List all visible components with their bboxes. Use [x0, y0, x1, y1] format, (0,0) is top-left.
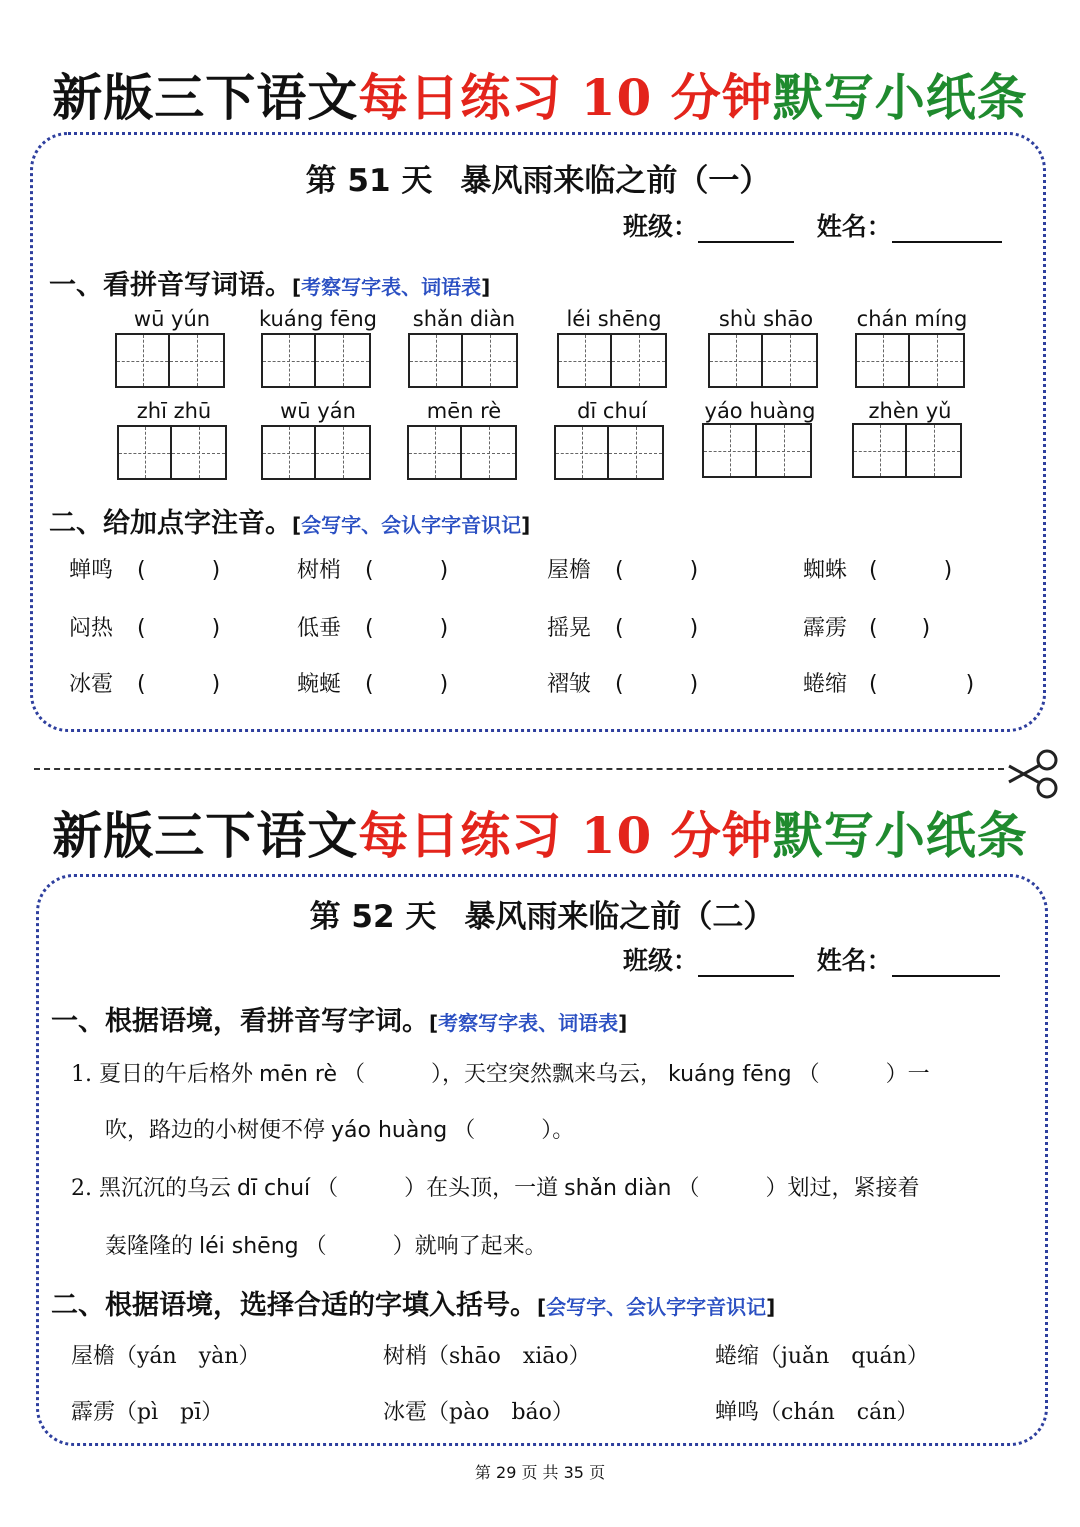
- pinyin-label: mēn rè: [426, 399, 502, 423]
- class-name-line: 班级： 姓名：: [623, 207, 1002, 243]
- word-item: 蝉鸣: [69, 558, 114, 583]
- choice-item: 霹雳（pì pī）: [71, 1400, 224, 1425]
- pinyin-label: wū yún: [133, 307, 211, 331]
- answer-parens[interactable]: ( ): [137, 672, 221, 697]
- word-item: 蜘蛛: [803, 558, 848, 583]
- answer-parens[interactable]: ( ): [615, 672, 699, 697]
- word-item: 摇晃: [547, 616, 592, 641]
- writing-grid[interactable]: [708, 333, 818, 389]
- page-footer: 第 29 页 共 35 页: [474, 1463, 606, 1482]
- class-blank[interactable]: [698, 215, 794, 243]
- pinyin-label: zhī zhū: [136, 399, 212, 423]
- choice-item: 树梢（shāo xiāo）: [383, 1344, 591, 1369]
- sentence-1-line-1: 1. 夏日的午后格外 mēn rè （ ），天空突然飘来乌云， kuáng fēng （ ）一: [71, 1062, 930, 1087]
- word-item: 蜿蜒: [297, 672, 342, 697]
- choice-item: 屋檐（yán yàn）: [71, 1344, 261, 1369]
- section-1-title: 一、根据语境，看拼音写字词。[考察写字表、词语表]: [51, 1006, 628, 1037]
- pinyin-label: yáo huàng: [704, 399, 816, 423]
- word-item: 褶皱: [547, 672, 592, 697]
- answer-parens[interactable]: ( ): [365, 672, 449, 697]
- pinyin-label: wū yán: [280, 399, 356, 423]
- answer-parens[interactable]: ( ): [365, 558, 449, 583]
- answer-parens[interactable]: ( ): [869, 558, 953, 583]
- class-blank[interactable]: [698, 949, 794, 977]
- answer-parens[interactable]: ( ): [365, 616, 449, 641]
- class-name-line: 班级： 姓名：: [623, 941, 1000, 977]
- answer-parens[interactable]: ( ): [869, 672, 975, 697]
- writing-grid[interactable]: [557, 333, 667, 389]
- sentence-2-line-2: 轰隆隆的 léi shēng （ ）就响了起来。: [105, 1234, 547, 1259]
- sentence-1-line-2: 吹，路边的小树便不停 yáo huàng （ ）。: [105, 1118, 575, 1143]
- name-blank[interactable]: [892, 215, 1002, 243]
- pinyin-label: zhèn yǔ: [868, 399, 952, 423]
- pinyin-label: shù shāo: [718, 307, 814, 331]
- answer-parens[interactable]: ( ): [869, 616, 931, 641]
- answer-parens[interactable]: ( ): [615, 616, 699, 641]
- writing-grid[interactable]: [554, 425, 664, 481]
- pinyin-label: dī chuí: [577, 399, 647, 423]
- worksheet-card-51: [30, 132, 1046, 732]
- word-item: 蜷缩: [803, 672, 848, 697]
- writing-grid[interactable]: [117, 425, 227, 481]
- cut-line: [34, 768, 1004, 770]
- day-heading: 第 52 天 暴风雨来临之前（二）: [309, 899, 775, 935]
- page-title-top: 新版三下语文每日练习 10 分钟默写小纸条: [52, 68, 1028, 127]
- page-title-bottom: 新版三下语文每日练习 10 分钟默写小纸条: [52, 806, 1028, 865]
- sentence-2-line-1: 2. 黑沉沉的乌云 dī chuí （ ）在头顶，一道 shǎn diàn （ ）划过，紧接着: [71, 1176, 920, 1201]
- section-2-title: 二、给加点字注音。[会写字、会认字字音识记]: [49, 508, 531, 539]
- writing-grid[interactable]: [408, 333, 518, 389]
- day-heading: 第 51 天 暴风雨来临之前（一）: [305, 163, 771, 199]
- word-item: 低垂: [297, 616, 342, 641]
- pinyin-label: léi shēng: [566, 307, 662, 331]
- writing-grid[interactable]: [115, 333, 225, 389]
- section-1-title: 一、看拼音写词语。[考察写字表、词语表]: [49, 270, 491, 301]
- choice-item: 冰雹（pào báo）: [383, 1400, 574, 1425]
- pinyin-label: chán míng: [856, 307, 968, 331]
- scissors-icon: [1005, 748, 1063, 800]
- worksheet-card-52: [36, 874, 1048, 1446]
- writing-grid[interactable]: [261, 425, 371, 481]
- writing-grid[interactable]: [261, 333, 371, 389]
- choice-item: 蜷缩（juǎn quán）: [715, 1344, 929, 1369]
- answer-parens[interactable]: ( ): [615, 558, 699, 583]
- word-item: 闷热: [69, 616, 114, 641]
- answer-parens[interactable]: ( ): [137, 558, 221, 583]
- word-item: 屋檐: [547, 558, 592, 583]
- word-item: 树梢: [297, 558, 342, 583]
- word-item: 霹雳: [803, 616, 848, 641]
- name-blank[interactable]: [892, 949, 1000, 977]
- writing-grid[interactable]: [852, 423, 962, 479]
- writing-grid[interactable]: [407, 425, 517, 481]
- choice-item: 蝉鸣（chán cán）: [715, 1400, 919, 1425]
- writing-grid[interactable]: [702, 423, 812, 479]
- answer-parens[interactable]: ( ): [137, 616, 221, 641]
- pinyin-label: shǎn diàn: [412, 307, 516, 331]
- section-2-title: 二、根据语境，选择合适的字填入括号。[会写字、会认字字音识记]: [51, 1290, 776, 1321]
- pinyin-label: kuáng fēng: [259, 307, 377, 331]
- writing-grid[interactable]: [855, 333, 965, 389]
- word-item: 冰雹: [69, 672, 114, 697]
